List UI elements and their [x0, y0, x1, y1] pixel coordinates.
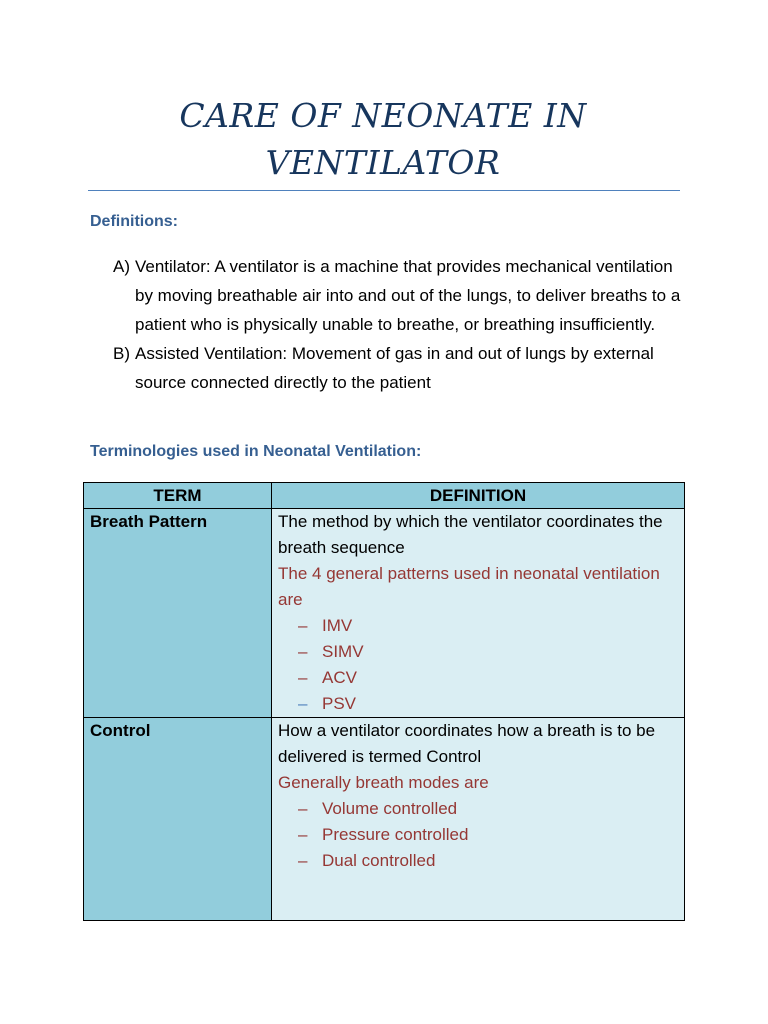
table-header-row: [84, 483, 685, 509]
title-line-1: CARE OF NEONATE IN: [179, 96, 587, 135]
table-row: [84, 718, 685, 921]
terminology-table: [83, 482, 685, 921]
term-cell: Control: [84, 718, 272, 921]
title-line-2: VENTILATOR: [265, 143, 501, 182]
terminologies-heading: Terminologies used in Neonatal Ventilation:: [90, 443, 422, 460]
column-header-term: TERM: [84, 483, 272, 509]
definition-text: Ventilator: A ventilator is a machine that provides mechanical ventilation by moving breathable air into and out of the lungs, to deliver breaths to a patient who is physically unable to breathe, or breathing insufficiently.: [135, 257, 681, 334]
title-rule: [88, 190, 680, 191]
term-cell: Breath Pattern: [84, 509, 272, 718]
definition-cell: [272, 509, 685, 718]
definitions-list: [113, 252, 683, 397]
list-item: – PSV: [298, 694, 357, 713]
page-title: [88, 92, 678, 186]
definition-text: How a ventilator coordinates how a breath is to be delivered is termed Control: [278, 721, 656, 766]
definition-item: [113, 339, 683, 397]
column-header-definition: DEFINITION: [272, 483, 685, 509]
list-item: – IMV: [298, 616, 353, 635]
definition-item: [113, 252, 683, 339]
definition-text: The method by which the ventilator coordinates the breath sequence: [278, 512, 663, 557]
list-item: – SIMV: [298, 642, 364, 661]
list-item: – ACV: [298, 668, 357, 687]
definitions-heading: Definitions:: [90, 213, 178, 230]
definition-note: The 4 general patterns used in neonatal ventilation are: [278, 564, 660, 609]
definition-text: Assisted Ventilation: Movement of gas in and out of lungs by external source connected directly to the patient: [135, 344, 654, 392]
list-item: – Volume controlled: [298, 799, 458, 818]
definition-marker: A): [113, 257, 130, 276]
list-item: – Dual controlled: [298, 851, 436, 870]
table-row: [84, 509, 685, 718]
definition-marker: B): [113, 344, 130, 363]
list-item: – Pressure controlled: [298, 825, 469, 844]
definition-note: Generally breath modes are: [278, 773, 489, 792]
definition-cell: [272, 718, 685, 921]
